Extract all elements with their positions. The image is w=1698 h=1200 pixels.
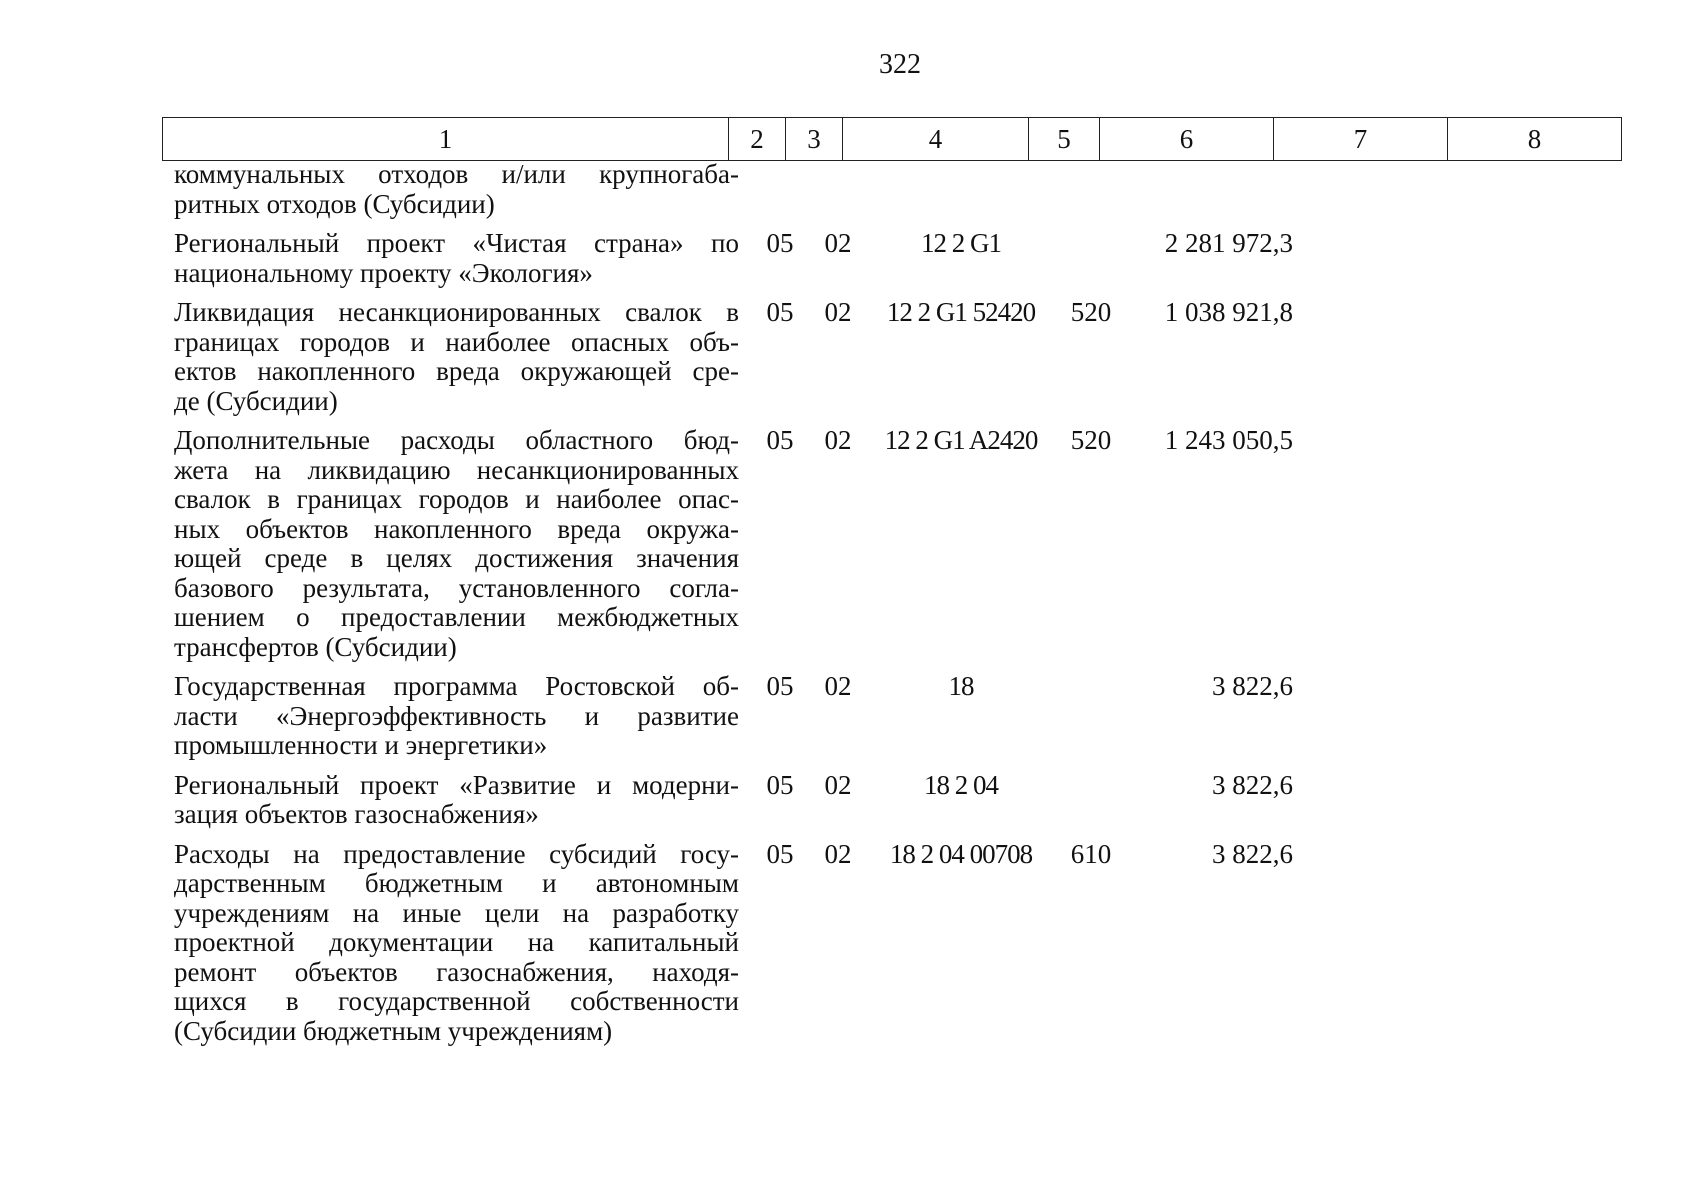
header-col-2: 2 <box>729 118 786 161</box>
description-line: дарственным бюджетным и автономным <box>174 868 739 898</box>
description-line: коммунальных отходов и/или крупногаба- <box>174 159 739 189</box>
description-line: границах городов и наиболее опасных объ- <box>174 326 739 357</box>
description-line: промышленности и энергетики» <box>174 730 548 760</box>
description-line: свалок в границах городов и наиболее опас- <box>174 484 739 514</box>
cell-target-article: 12 2 G1 <box>921 228 1001 258</box>
cell-target-article: 12 2 G1 A2420 <box>884 425 1038 455</box>
cell-description <box>162 229 751 288</box>
description-line: ектов накопленного вреда окружающей сре- <box>174 356 739 386</box>
table-header <box>162 117 1622 161</box>
description-line: жета на ликвидацию несанкционированных <box>174 454 739 485</box>
description-line: Ликвидация несанкционированных свалок в <box>174 297 739 327</box>
description-line: ритных отходов (Субсидии) <box>174 188 495 219</box>
description-line: Государственная программа Ростовской об- <box>174 671 739 701</box>
cell-target-article: 18 <box>948 671 974 701</box>
description-line: проектной документации на капитальный <box>174 927 739 957</box>
description-line: де (Субсидии) <box>174 385 338 416</box>
cell-description <box>162 160 751 219</box>
header-col-7: 7 <box>1274 118 1448 161</box>
page-number: 322 <box>879 49 921 80</box>
cell-section: 05 <box>766 838 794 869</box>
description-line: щихся в государственной собственности <box>174 986 739 1016</box>
description-line: Региональный проект «Чистая страна» по <box>174 228 739 258</box>
cell-expense-type: 610 <box>1070 838 1112 869</box>
description-line: Расходы на предоставление субсидий госу- <box>174 838 739 869</box>
cell-amount: 2 281 972,3 <box>1164 228 1293 258</box>
cell-description <box>162 771 751 830</box>
header-col-5: 5 <box>1029 118 1100 161</box>
description-line: шением о предоставлении межбюджетных <box>174 602 739 632</box>
description-line: Региональный проект «Развитие и модерни- <box>174 769 739 800</box>
cell-section: 05 <box>766 297 794 327</box>
table-row <box>162 229 1636 288</box>
cell-description <box>162 840 751 1047</box>
cell-description <box>162 426 751 662</box>
cell-subsection: 02 <box>824 425 852 455</box>
table-row <box>162 160 1636 219</box>
header-row <box>163 118 1622 161</box>
table-row <box>162 840 1636 1047</box>
header-col-3: 3 <box>786 118 843 161</box>
header-col-8: 8 <box>1448 118 1622 161</box>
description-line: трансфертов (Субсидии) <box>174 631 457 662</box>
cell-target-article: 12 2 G1 52420 <box>886 297 1036 327</box>
cell-expense-type: 520 <box>1070 425 1112 455</box>
description-line: Дополнительные расходы областного бюд- <box>174 425 739 455</box>
header-col-4: 4 <box>843 118 1029 161</box>
description-line: базового результата, установленного согла- <box>174 572 739 603</box>
description-line: учреждениям на иные цели на разработку <box>174 897 739 928</box>
description-line: национальному проекту «Экология» <box>174 257 593 288</box>
cell-amount: 1 243 050,5 <box>1164 425 1293 455</box>
cell-section: 05 <box>766 425 794 455</box>
header-col-6: 6 <box>1100 118 1274 161</box>
cell-description <box>162 298 751 416</box>
table-row <box>162 426 1636 662</box>
description-line: ющей среде в целях достижения значения <box>174 543 739 573</box>
cell-section: 05 <box>766 769 794 800</box>
cell-subsection: 02 <box>824 228 852 258</box>
cell-subsection: 02 <box>824 671 852 701</box>
table-row <box>162 298 1636 416</box>
table-row <box>162 771 1636 830</box>
cell-amount: 3 822,6 <box>1212 838 1293 869</box>
description-line: ласти «Энергоэффективность и развитие <box>174 700 739 731</box>
cell-section: 05 <box>766 228 794 258</box>
cell-section: 05 <box>766 671 794 701</box>
cell-expense-type: 520 <box>1070 297 1112 327</box>
description-line: ремонт объектов газоснабжения, находя- <box>174 956 739 987</box>
header-col-1: 1 <box>163 118 729 161</box>
description-line: ных объектов накопленного вреда окружа- <box>174 513 739 544</box>
description-line: зация объектов газоснабжения» <box>174 799 539 829</box>
cell-target-article: 18 2 04 00708 <box>889 838 1033 869</box>
cell-target-article: 18 2 04 <box>924 769 998 800</box>
cell-amount: 1 038 921,8 <box>1164 297 1293 327</box>
cell-amount: 3 822,6 <box>1212 769 1293 800</box>
cell-subsection: 02 <box>824 769 852 800</box>
table-row <box>162 672 1636 761</box>
cell-description <box>162 672 751 761</box>
description-line: (Субсидии бюджетным учреждениям) <box>174 1015 613 1046</box>
cell-amount: 3 822,6 <box>1212 671 1293 701</box>
table-body <box>162 160 1636 1056</box>
cell-subsection: 02 <box>824 838 852 869</box>
cell-subsection: 02 <box>824 297 852 327</box>
